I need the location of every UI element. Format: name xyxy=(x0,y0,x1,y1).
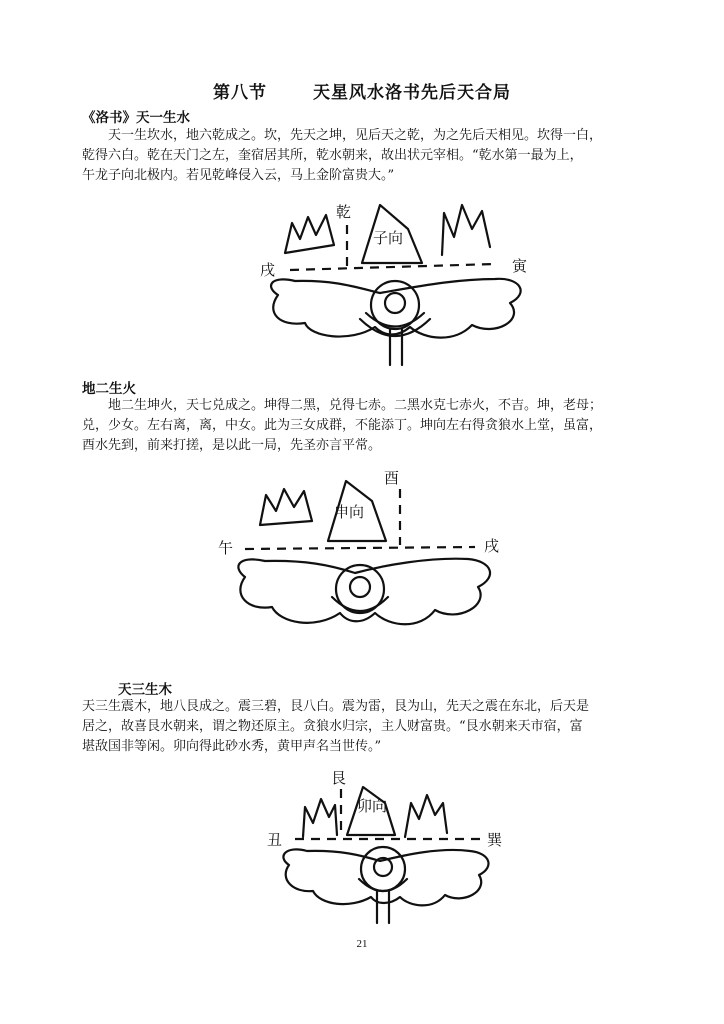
top-label: 酉 xyxy=(384,469,400,487)
peak-label: 申向 xyxy=(334,503,365,521)
page-title xyxy=(0,78,724,103)
left-mountain xyxy=(260,489,312,525)
arc-1 xyxy=(359,879,407,891)
diagram-1 xyxy=(240,195,550,370)
section-heading-3: 天三生木 xyxy=(118,682,172,698)
sun-inner-circle xyxy=(350,577,370,597)
section-heading-1: 《洛书》天一生水 xyxy=(82,110,190,126)
paragraph-line: 兑，少女。左右离，离，中女。此为三女成群，不能添丁。坤向左右得贪狼水上堂，虽富， xyxy=(82,418,603,433)
section-number: 第八节 xyxy=(213,83,267,103)
left-label: 午 xyxy=(218,539,234,557)
top-label: 乾 xyxy=(336,203,352,221)
right-mountain xyxy=(442,205,490,255)
paragraph-line: 堪敌国非等闲。卯向得此砂水秀，黄甲声名当世传。” xyxy=(82,739,382,754)
paragraph-line: 乾得六白。乾在天门之左，奎宿居其所，乾水朝来，故出状元宰相。“乾水第一最为上， xyxy=(82,148,583,163)
paragraph-line: 天三生震木，地八艮成之。震三碧，艮八白。震为雷，艮为山，先天之震在东北，后天是 xyxy=(82,699,590,714)
top-label: 艮 xyxy=(331,769,347,787)
page-number: 21 xyxy=(356,938,368,950)
right-label: 寅 xyxy=(512,257,528,275)
paragraph-line: 午龙子向北极内。若见乾峰侵入云，马上金阶富贵大。” xyxy=(82,168,395,183)
diagram-2 xyxy=(210,465,520,650)
cloud-body xyxy=(238,559,490,625)
peak-label: 卯向 xyxy=(357,797,388,815)
left-mountain xyxy=(303,799,337,837)
paragraph-line: 居之，故喜艮水朝来，谓之物还原主。贪狼水归宗，主人财富贵。“艮水朝来天市宿，富 xyxy=(82,719,583,734)
sun-inner-circle xyxy=(385,293,405,313)
section-name: 天星风水洛书先后天合局 xyxy=(313,83,511,103)
section-paragraph-3 xyxy=(82,697,660,757)
section-paragraph-2 xyxy=(82,396,660,456)
left-label: 丑 xyxy=(267,831,283,849)
arc-1 xyxy=(366,313,424,327)
right-label: 巽 xyxy=(487,831,503,849)
section-paragraph-1 xyxy=(82,126,660,186)
left-label: 戌 xyxy=(260,261,276,279)
sun-outer-circle xyxy=(361,847,405,891)
arc-1 xyxy=(332,597,388,611)
section-heading-2: 地二生火 xyxy=(82,381,136,397)
diagram-3 xyxy=(255,765,515,925)
right-mountain xyxy=(405,795,447,837)
left-mountain xyxy=(285,215,334,253)
paragraph-line: 地二生坤火，天七兑成之。坤得二黑，兑得七赤。二黑水克七赤火，不吉。坤，老母； xyxy=(108,398,603,413)
paragraph-line: 天一生坎水，地六乾成之。坎，先天之坤，见后天之乾，为之先后天相见。坎得一白， xyxy=(108,128,603,143)
horizontal-axis xyxy=(290,264,495,270)
right-label: 戌 xyxy=(484,537,500,555)
paragraph-line: 酉水先到，前来打搓，是以此一局，先圣亦言平常。 xyxy=(82,438,382,453)
horizontal-axis xyxy=(245,547,475,549)
peak-label: 子向 xyxy=(373,229,404,247)
